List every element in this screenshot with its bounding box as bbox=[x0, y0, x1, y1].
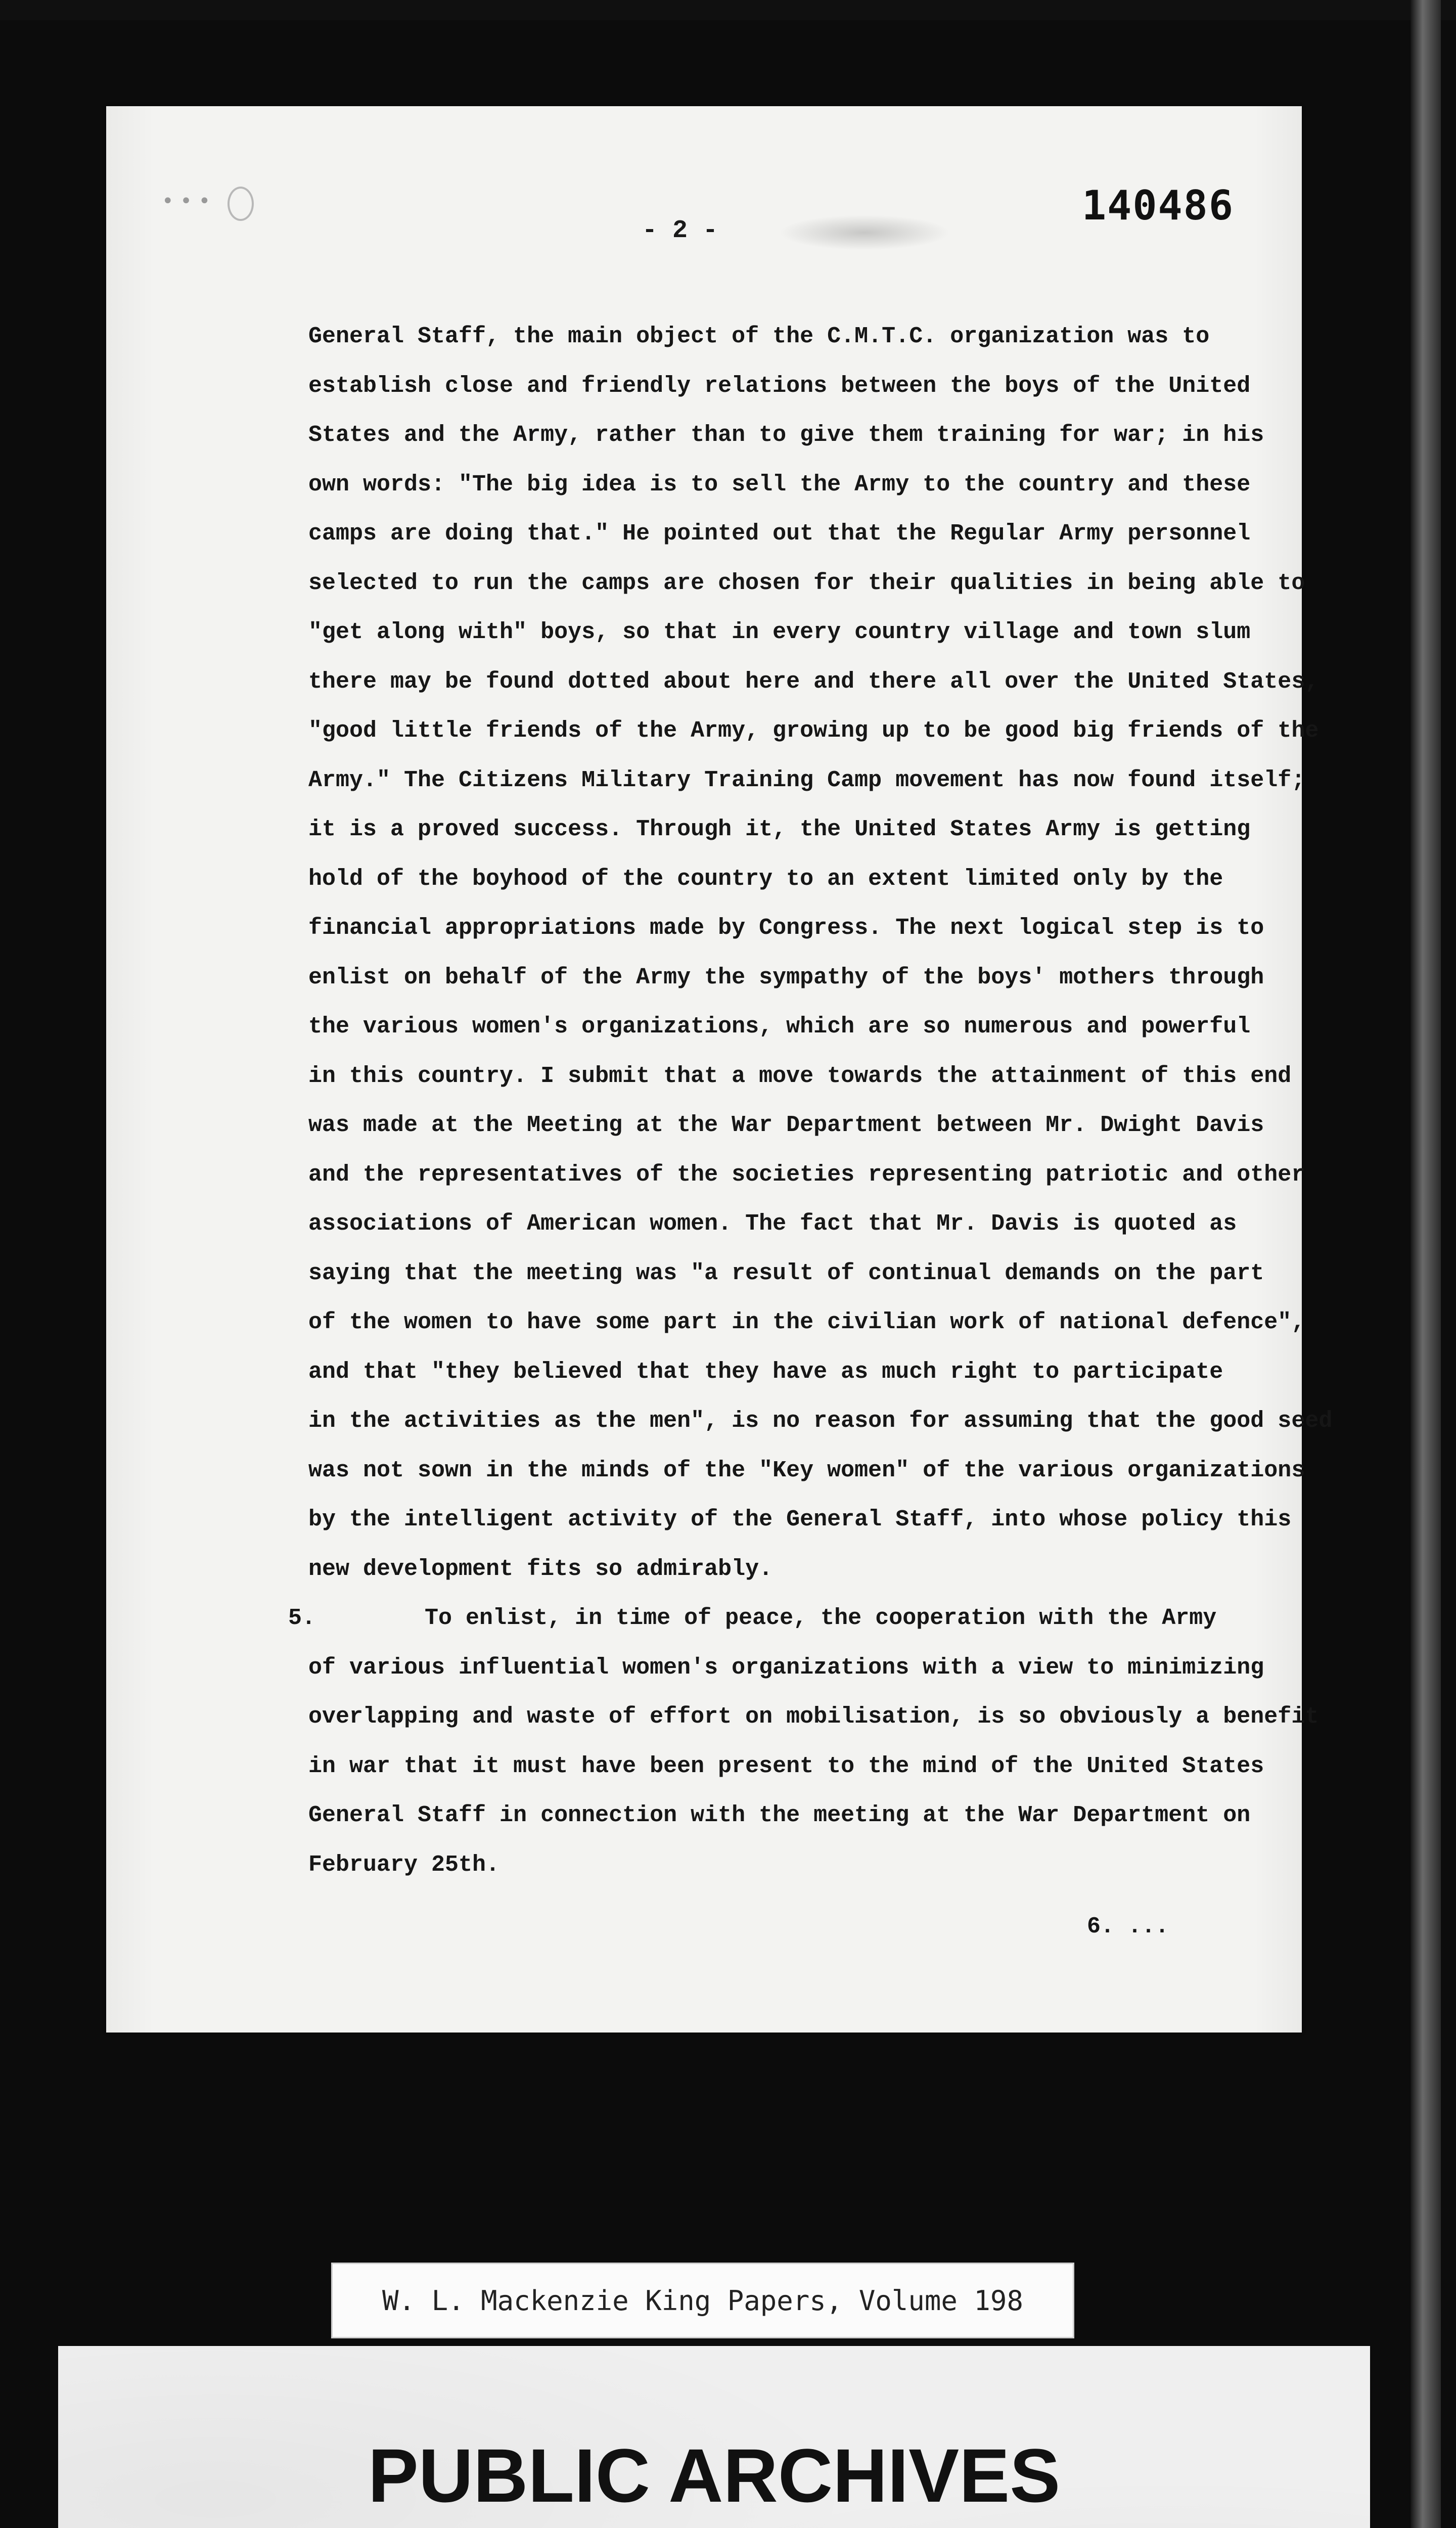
document-line: and the representatives of the societies representing patriotic and other bbox=[308, 1161, 1305, 1188]
document-line: Army." The Citizens Military Training Camp movement has now found itself; bbox=[308, 767, 1305, 793]
stamp-line-public-archives: PUBLIC ARCHIVES bbox=[368, 2433, 1061, 2518]
punch-hole-marks bbox=[162, 190, 278, 220]
punch-hole-ring bbox=[228, 187, 254, 221]
continuation-reference: 6. ... bbox=[1087, 1914, 1169, 1939]
scanner-edge bbox=[1410, 0, 1441, 2528]
document-line: it is a proved success. Through it, the United States Army is getting bbox=[308, 817, 1251, 842]
document-number: 140486 bbox=[1082, 182, 1234, 229]
document-line: February 25th. bbox=[308, 1852, 500, 1878]
document-line: associations of American women. The fact that Mr. Davis is quoted as bbox=[308, 1211, 1237, 1237]
document-line: of the women to have some part in the civilian work of national defence", bbox=[308, 1310, 1305, 1335]
page-number: - 2 - bbox=[642, 216, 718, 245]
document-line: overlapping and waste of effort on mobilisation, is so obviously a benefit bbox=[308, 1704, 1319, 1730]
document-line: "get along with" boys, so that in every country village and town slum bbox=[308, 619, 1251, 645]
document-line: new development fits so admirably. bbox=[308, 1556, 773, 1582]
document-line: and that "they believed that they have as much right to participate bbox=[308, 1359, 1223, 1385]
document-line: the various women's organizations, which are so numerous and powerful bbox=[308, 1014, 1251, 1040]
document-line: General Staff, the main object of the C.M.T.C. organization was to bbox=[308, 324, 1210, 349]
document-line: camps are doing that." He pointed out that the Regular Army personnel bbox=[308, 521, 1251, 547]
document-line: in the activities as the men", is no reason for assuming that the good seed bbox=[308, 1408, 1333, 1434]
document-line: in this country. I submit that a move towards the attainment of this end bbox=[308, 1063, 1292, 1089]
document-line: there may be found dotted about here and there all over the United States, bbox=[308, 668, 1319, 695]
document-line: of various influential women's organizations with a view to minimizing bbox=[308, 1654, 1264, 1681]
scanner-background bbox=[0, 0, 1456, 20]
document-page bbox=[106, 106, 1333, 2033]
document-line: General Staff in connection with the meeting at the War Department on bbox=[308, 1802, 1251, 1828]
document-line: in war that it must have been present to the mind of the United States bbox=[308, 1753, 1264, 1779]
document-line: hold of the boyhood of the country to an extent limited only by the bbox=[308, 866, 1223, 892]
document-line: 5. To enlist, in time of peace, the cooperation with the Army bbox=[288, 1605, 1217, 1631]
document-line: "good little friends of the Army, growing up to be good big friends of the bbox=[308, 718, 1319, 744]
document-line: saying that the meeting was "a result of continual demands on the part bbox=[308, 1260, 1264, 1286]
document-line: selected to run the camps are chosen for their qualities in being able to bbox=[308, 570, 1305, 596]
document-line: enlist on behalf of the Army the sympathy of the boys' mothers through bbox=[308, 964, 1264, 990]
document-line: States and the Army, rather than to give them training for war; in his bbox=[308, 422, 1264, 448]
document-line: financial appropriations made by Congress. The next logical step is to bbox=[308, 915, 1264, 941]
document-line: was made at the Meeting at the War Department between Mr. Dwight Davis bbox=[308, 1112, 1264, 1138]
document-line: by the intelligent activity of the General Staff, into whose policy this bbox=[308, 1507, 1292, 1532]
volume-label: W. L. Mackenzie King Papers, Volume 198 bbox=[331, 2263, 1074, 2338]
document-line: own words: "The big idea is to sell the Army to the country and these bbox=[308, 471, 1251, 498]
ink-smudge bbox=[779, 215, 950, 250]
hole-dots: • • • bbox=[162, 190, 211, 213]
archives-stamp bbox=[58, 2346, 1370, 2528]
document-line: establish close and friendly relations between the boys of the United bbox=[308, 373, 1251, 399]
document-line: was not sown in the minds of the "Key women" of the various organizations bbox=[308, 1457, 1305, 1483]
